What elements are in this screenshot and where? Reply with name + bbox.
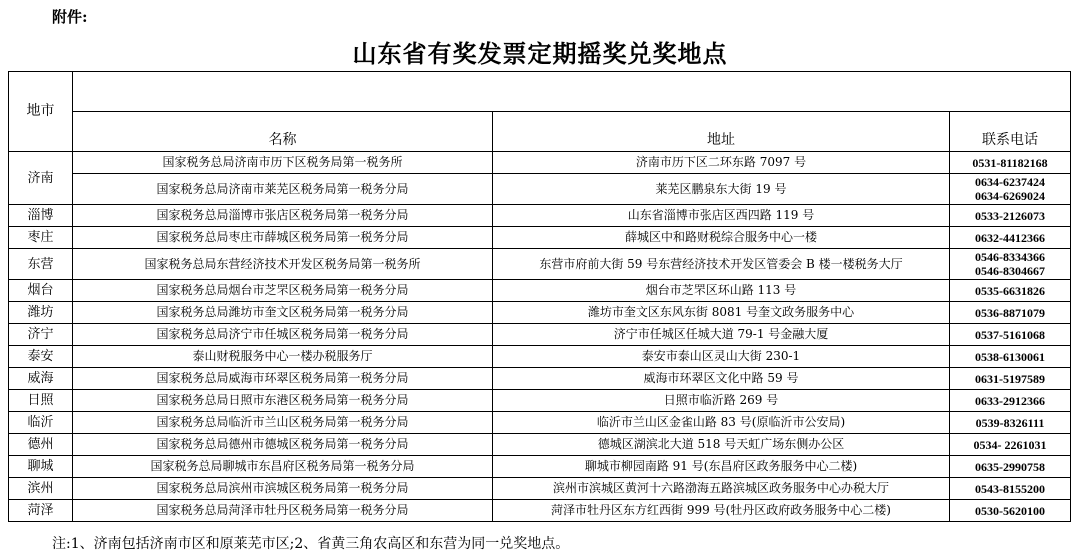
phone-cell	[950, 205, 1071, 227]
city-cell: 日照	[9, 390, 73, 412]
city-cell: 德州	[9, 434, 73, 456]
phone-cell	[950, 390, 1071, 412]
address-cell: 山东省淄博市张店区西四路 119 号	[493, 205, 950, 227]
city-cell: 聊城	[9, 456, 73, 478]
address-cell: 薛城区中和路财税综合服务中心一楼	[493, 227, 950, 249]
city-cell: 威海	[9, 368, 73, 390]
city-cell: 济南	[9, 152, 73, 205]
city-cell: 东营	[9, 249, 73, 280]
name-cell: 泰山财税服务中心一楼办税服务厅	[73, 346, 493, 368]
city-cell: 潍坊	[9, 302, 73, 324]
address-cell: 莱芜区鹏泉东大街 19 号	[493, 174, 950, 205]
address-cell: 威海市环翠区文化中路 59 号	[493, 368, 950, 390]
city-cell: 滨州	[9, 478, 73, 500]
phone-cell	[950, 152, 1071, 174]
table-row	[9, 456, 1071, 478]
address-cell: 潍坊市奎文区东风东街 8081 号奎文政务服务中心	[493, 302, 950, 324]
table-row	[9, 174, 1071, 205]
table-row	[9, 249, 1071, 280]
table-row	[9, 390, 1071, 412]
attachment-label: 附件:	[52, 8, 88, 26]
name-cell: 国家税务总局聊城市东昌府区税务局第一税务分局	[73, 456, 493, 478]
phone-number: 0536-8871079	[975, 305, 1046, 320]
name-cell: 国家税务总局菏泽市牡丹区税务局第一税务分局	[73, 500, 493, 522]
table-row	[9, 227, 1071, 249]
phone-cell	[950, 346, 1071, 368]
footnote: 注:1、济南包括济南市区和原莱芜市区;2、省黄三角农高区和东营为同一兑奖地点。	[52, 536, 570, 552]
address-cell: 烟台市芝罘区环山路 113 号	[493, 280, 950, 302]
phone-cell	[950, 249, 1071, 280]
phone-cell	[950, 368, 1071, 390]
name-cell: 国家税务总局淄博市张店区税务局第一税务分局	[73, 205, 493, 227]
city-cell: 临沂	[9, 412, 73, 434]
phone-number: 0533-2126073	[975, 208, 1046, 223]
name-cell: 国家税务总局德州市德城区税务局第一税务分局	[73, 434, 493, 456]
address-cell: 日照市临沂路 269 号	[493, 390, 950, 412]
phone-cell	[950, 324, 1071, 346]
table-row	[9, 280, 1071, 302]
phone-number: 0546-8304667	[975, 264, 1046, 278]
address-cell: 东营市府前大街 59 号东营经济技术开发区管委会 B 楼一楼税务大厅	[493, 249, 950, 280]
phone-cell	[950, 302, 1071, 324]
phone-number: 0634-6237424	[975, 175, 1046, 189]
phone-number: 0538-6130061	[975, 349, 1046, 364]
table-row	[9, 152, 1071, 174]
city-cell: 菏泽	[9, 500, 73, 522]
page-title: 山东省有奖发票定期摇奖兑奖地点	[352, 39, 728, 68]
name-cell: 国家税务总局枣庄市薛城区税务局第一税务分局	[73, 227, 493, 249]
phone-cell	[950, 227, 1071, 249]
phone-cell	[950, 500, 1071, 522]
phone-number: 0537-5161068	[975, 327, 1046, 342]
address-cell: 德城区湖滨北大道 518 号天虹广场东侧办公区	[493, 434, 950, 456]
phone-cell	[950, 280, 1071, 302]
phone-cell	[950, 478, 1071, 500]
name-cell: 国家税务总局济宁市任城区税务局第一税务分局	[73, 324, 493, 346]
name-cell: 国家税务总局济南市历下区税务局第一税务所	[73, 152, 493, 174]
phone-number: 0631-5197589	[975, 371, 1046, 386]
name-cell: 国家税务总局济南市莱芜区税务局第一税务分局	[73, 174, 493, 205]
header-name: 名称	[73, 112, 493, 152]
phone-number: 0634-6269024	[975, 189, 1046, 203]
phone-number: 0546-8334366	[975, 250, 1046, 264]
table-row	[9, 412, 1071, 434]
city-cell: 泰安	[9, 346, 73, 368]
city-cell: 济宁	[9, 324, 73, 346]
phone-number: 0531-81182168	[972, 155, 1048, 170]
table-row	[9, 500, 1071, 522]
phone-cell	[950, 412, 1071, 434]
name-cell: 国家税务总局烟台市芝罘区税务局第一税务分局	[73, 280, 493, 302]
name-cell: 国家税务总局东营经济技术开发区税务局第一税务所	[73, 249, 493, 280]
name-cell: 国家税务总局滨州市滨城区税务局第一税务分局	[73, 478, 493, 500]
address-cell: 菏泽市牡丹区东方红西街 999 号(牡丹区政府政务服务中心二楼)	[493, 500, 950, 522]
address-cell: 济宁市任城区任城大道 79-1 号金融大厦	[493, 324, 950, 346]
header-phone: 联系电话	[950, 112, 1071, 152]
header-blank	[73, 72, 1071, 112]
city-cell: 枣庄	[9, 227, 73, 249]
address-cell: 济南市历下区二环东路 7097 号	[493, 152, 950, 174]
address-cell: 泰安市泰山区灵山大街 230-1	[493, 346, 950, 368]
phone-number: 0534- 2261031	[973, 437, 1047, 452]
name-cell: 国家税务总局日照市东港区税务局第一税务分局	[73, 390, 493, 412]
phone-number: 0539-8326111	[975, 415, 1045, 430]
address-cell: 聊城市柳园南路 91 号(东昌府区政务服务中心二楼)	[493, 456, 950, 478]
table-row	[9, 368, 1071, 390]
phone-cell	[950, 174, 1071, 205]
table-row	[9, 478, 1071, 500]
phone-number: 0635-2990758	[975, 459, 1046, 474]
header-address: 地址	[493, 112, 950, 152]
city-cell: 烟台	[9, 280, 73, 302]
table-row	[9, 302, 1071, 324]
table-row	[9, 346, 1071, 368]
city-cell: 淄博	[9, 205, 73, 227]
phone-number: 0633-2912366	[975, 393, 1046, 408]
header-city: 地市	[9, 72, 73, 152]
name-cell: 国家税务总局临沂市兰山区税务局第一税务分局	[73, 412, 493, 434]
name-cell: 国家税务总局潍坊市奎文区税务局第一税务分局	[73, 302, 493, 324]
phone-number: 0530-5620100	[975, 503, 1046, 518]
table-row	[9, 205, 1071, 227]
table-row	[9, 324, 1071, 346]
name-cell: 国家税务总局威海市环翠区税务局第一税务分局	[73, 368, 493, 390]
phone-number: 0535-6631826	[975, 283, 1046, 298]
table-row	[9, 434, 1071, 456]
locations-table	[8, 71, 1071, 522]
phone-number: 0543-8155200	[975, 481, 1046, 496]
phone-cell	[950, 434, 1071, 456]
phone-number: 0632-4412366	[975, 230, 1046, 245]
phone-cell	[950, 456, 1071, 478]
address-cell: 滨州市滨城区黄河十六路渤海五路滨城区政务服务中心办税大厅	[493, 478, 950, 500]
address-cell: 临沂市兰山区金雀山路 83 号(原临沂市公安局)	[493, 412, 950, 434]
